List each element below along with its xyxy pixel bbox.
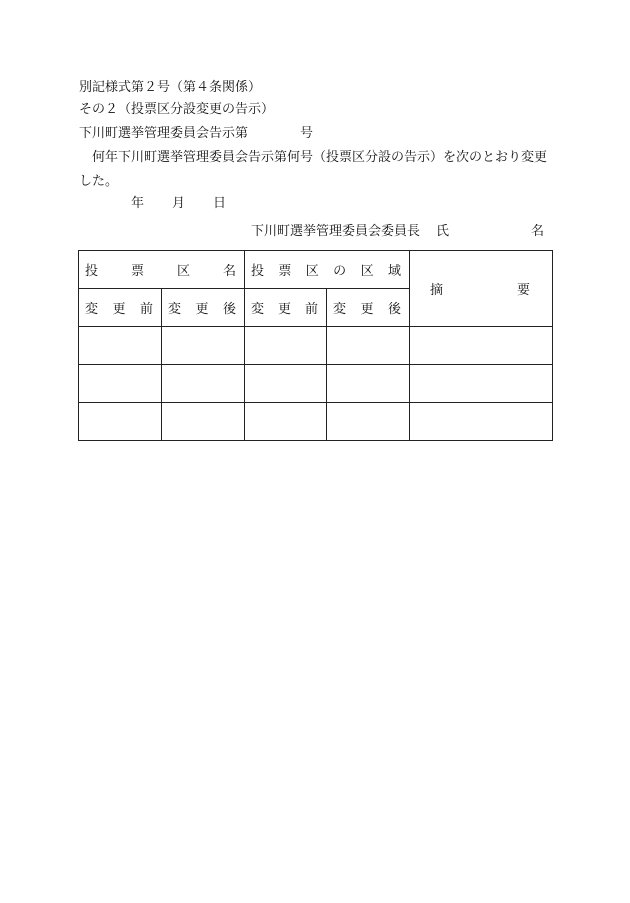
date-day: 日 <box>213 196 227 211</box>
header-remarks <box>410 251 553 327</box>
header-char: 変 <box>333 302 347 317</box>
form-number: 別記様式第２号（第４条関係） <box>79 80 262 95</box>
table-row <box>79 403 553 441</box>
header-area-after <box>327 289 410 327</box>
header-char: 更 <box>360 302 374 317</box>
change-table <box>78 250 553 441</box>
header-district-area <box>245 251 410 289</box>
header-char: 票 <box>278 264 292 279</box>
notice-prefix: 下川町選挙管理委員会告示第 <box>79 126 249 141</box>
header-char: 後 <box>222 302 236 317</box>
body-text-line2: した。 <box>79 174 119 189</box>
header-char: 更 <box>195 302 209 317</box>
header-char: 区 <box>360 264 374 279</box>
signature-name-label-2: 名 <box>531 224 545 239</box>
date-year: 年 <box>131 196 145 211</box>
table-cell <box>79 327 162 365</box>
table-cell <box>410 327 553 365</box>
header-char: の <box>333 264 347 279</box>
table-cell <box>410 403 553 441</box>
header-row-1 <box>79 251 553 289</box>
table-cell <box>245 365 327 403</box>
form-subtitle: その２（投票区分設変更の告示） <box>79 102 275 117</box>
header-char: 票 <box>130 264 144 279</box>
header-char: 投 <box>85 264 99 279</box>
date-month: 月 <box>172 196 186 211</box>
date-line <box>131 196 226 212</box>
table-cell <box>327 327 410 365</box>
header-char: 域 <box>387 264 401 279</box>
table-cell <box>162 403 245 441</box>
header-name-before <box>79 289 162 327</box>
header-char: 後 <box>387 302 401 317</box>
table-cell <box>327 365 410 403</box>
header-char: 変 <box>85 302 99 317</box>
signature-name-label-1: 氏 <box>436 224 450 239</box>
body-text-line1: 何年下川町選挙管理委員会告示第何号（投票区分設の告示）を次のとおり変更 <box>92 150 548 165</box>
header-name-after <box>162 289 245 327</box>
table-row <box>79 365 553 403</box>
table-row <box>79 327 553 365</box>
signature-title: 下川町選挙管理委員会委員長 <box>251 224 421 239</box>
header-district-name <box>79 251 245 289</box>
table-cell <box>327 403 410 441</box>
header-char: 要 <box>516 283 530 298</box>
notice-number-line <box>79 126 313 142</box>
header-char: 前 <box>304 302 318 317</box>
table-cell <box>162 327 245 365</box>
header-char: 前 <box>139 302 153 317</box>
table-cell <box>410 365 553 403</box>
table-cell <box>79 403 162 441</box>
notice-suffix: 号 <box>300 126 314 141</box>
header-char: 区 <box>305 264 319 279</box>
header-char: 更 <box>277 302 291 317</box>
table-cell <box>245 327 327 365</box>
header-char: 投 <box>251 264 265 279</box>
signature-line <box>251 224 544 240</box>
header-char: 変 <box>251 302 265 317</box>
header-char: 名 <box>222 264 236 279</box>
header-char: 区 <box>176 264 190 279</box>
header-area-before <box>245 289 327 327</box>
header-char: 更 <box>112 302 126 317</box>
table-cell <box>245 403 327 441</box>
header-char: 変 <box>168 302 182 317</box>
table-cell <box>79 365 162 403</box>
header-char: 摘 <box>430 283 444 298</box>
table-cell <box>162 365 245 403</box>
